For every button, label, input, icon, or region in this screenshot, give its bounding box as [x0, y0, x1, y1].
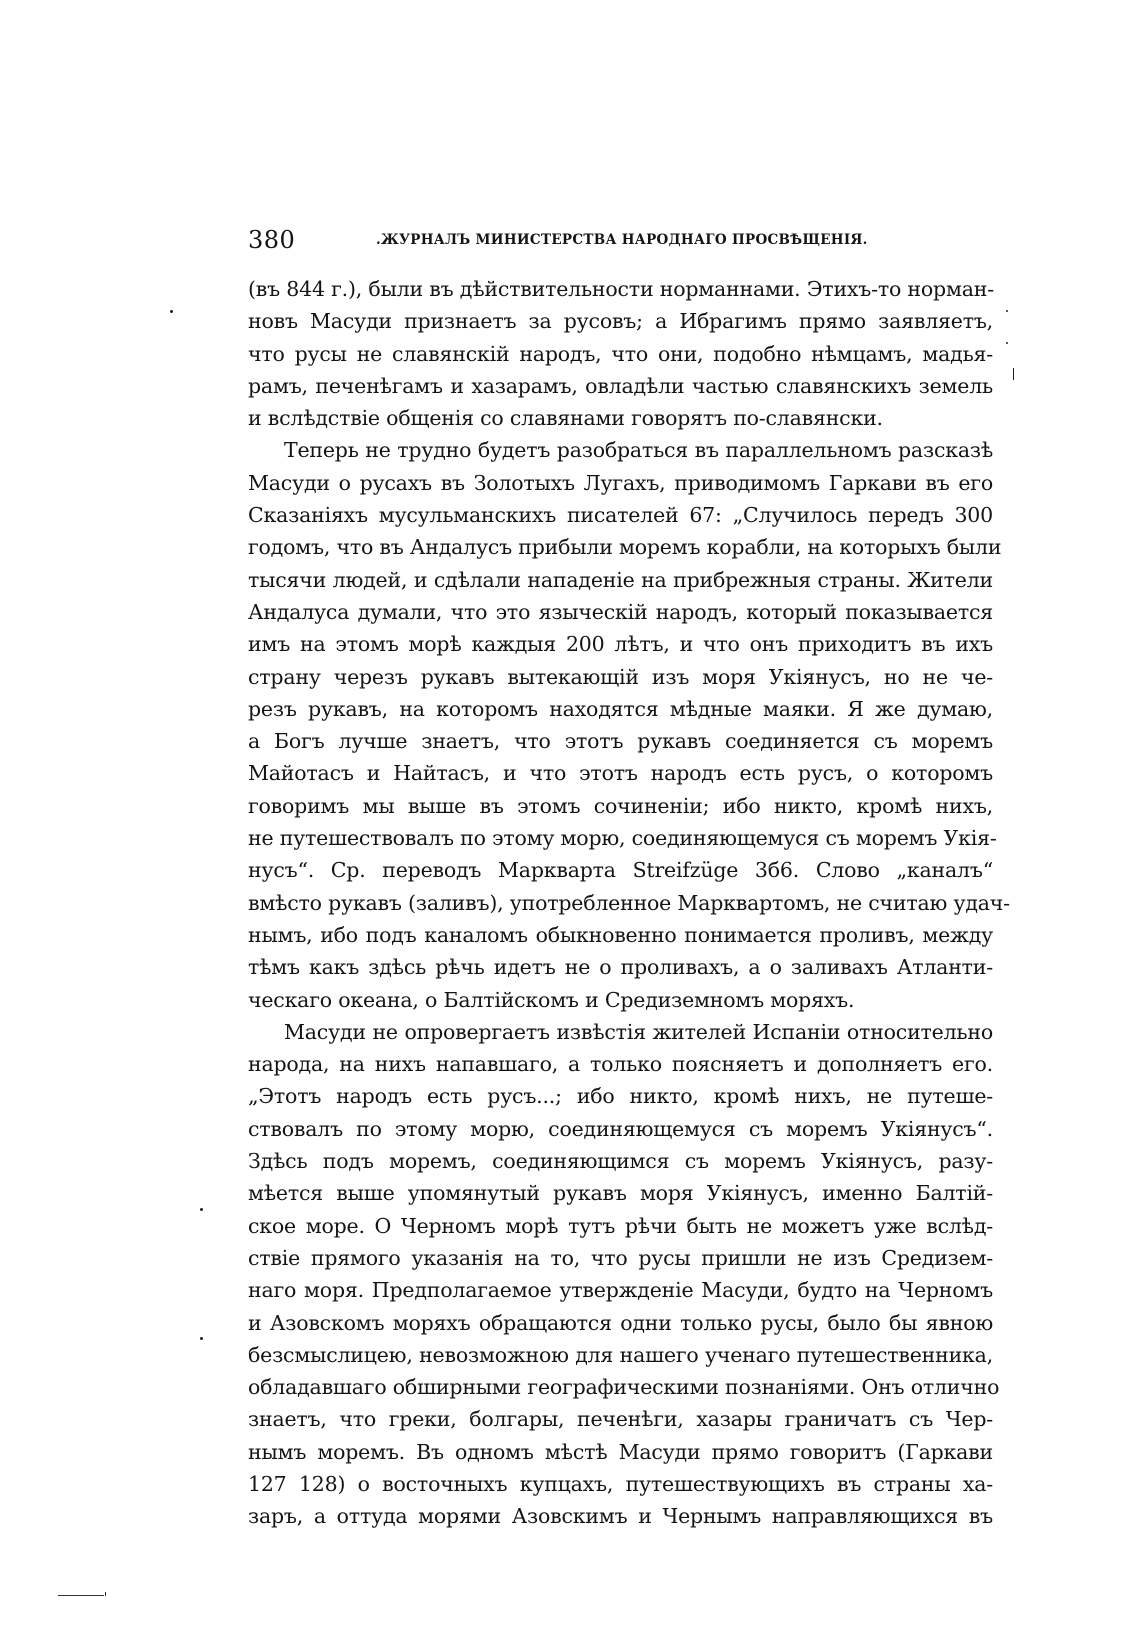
text-line: „Этотъ народъ есть русъ...; ибо никто, кромѣ нихъ, не путеше-: [248, 1084, 993, 1109]
scan-speck: [200, 1337, 203, 1340]
text-line: ствовалъ по этому морю, соединяющемуся съ моремъ Укіянусъ“.: [248, 1116, 993, 1141]
text-line: мѣется выше упомянутый рукавъ моря Укіянусъ, именно Балтій-: [248, 1181, 993, 1206]
text-line: вмѣсто рукавъ (заливъ), употребленное Марквартомъ, не считаю удач-: [248, 890, 1010, 915]
text-line: говоримъ мы выше въ этомъ сочиненіи; ибо никто, кромѣ нихъ,: [248, 793, 993, 818]
scan-speck: [170, 310, 173, 313]
text-line: нусъ“. Ср. переводъ Маркварта Streifzüge 3б6. Слово „каналъ“: [248, 858, 993, 883]
text-line: народа, на нихъ напавшаго, а только поясняетъ и дополняетъ его.: [248, 1052, 993, 1077]
scan-speck: [1013, 368, 1014, 380]
text-line: имъ на этомъ морѣ каждыя 200 лѣтъ, и что онъ приходитъ въ ихъ: [248, 632, 993, 657]
text-line: ствіе прямого указанія на то, что русы пришли не изъ Средизем-: [248, 1245, 993, 1270]
text-line: безсмыслицею, невозможною для нашего ученаго путешественника,: [248, 1342, 993, 1367]
scan-speck: [1006, 342, 1008, 344]
text-line: нымъ моремъ. Въ одномъ мѣстѣ Масуди прямо говоритъ (Гаркави: [248, 1439, 993, 1464]
paragraph-start-line: Масуди не опровергаетъ извѣстія жителей Испаніи относительно: [284, 1019, 993, 1044]
text-line: Здѣсь подъ моремъ, соединяющимся съ моремъ Укіянусъ, разу-: [248, 1149, 993, 1174]
margin-rule: [58, 1595, 104, 1596]
text-line: и Азовскомъ моряхъ обращаются одни только русы, было бы явною: [248, 1310, 993, 1335]
text-line: рамъ, печенѣгамъ и хазарамъ, овладѣли частью славянскихъ земель: [248, 373, 993, 398]
running-title: .ЖУРНАЛЪ МИНИСТЕРСТВА НАРОДНАГО ПРОСВѢЩЕНІЯ.: [376, 232, 868, 248]
text-line: годомъ, что въ Андалусъ прибыли моремъ корабли, на которыхъ были: [248, 535, 1002, 560]
scan-speck: [200, 1208, 203, 1211]
scan-speck: [1006, 310, 1008, 312]
text-line: тѣмъ какъ здѣсь рѣчь идетъ не о проливахъ, а о заливахъ Атланти-: [248, 955, 993, 980]
text-line: и вслѣдствіе общенія со славянами говорятъ по-славянски.: [248, 406, 883, 431]
page-header: [248, 226, 993, 262]
text-line: а Богъ лучше знаетъ, что этотъ рукавъ соединяется съ моремъ: [248, 729, 993, 754]
text-line: наго моря. Предполагаемое утвержденіе Масуди, будто на Черномъ: [248, 1278, 993, 1303]
text-line: Майотасъ и Найтасъ, и что этотъ народъ есть русъ, о которомъ: [248, 761, 993, 786]
paragraph-start-line: Теперь не трудно будетъ разобраться въ параллельномъ разсказѣ: [284, 438, 993, 463]
text-line: Сказаніяхъ мусульманскихъ писателей 67: „Случилось передъ 300: [248, 503, 993, 528]
text-line: Андалуса думали, что это языческій народъ, который показывается: [248, 599, 993, 624]
text-line: 127 128) о восточныхъ купцахъ, путешествующихъ въ страны ха-: [248, 1471, 993, 1496]
text-line: обладавшаго обширными географическими познаніями. Онъ отлично: [248, 1375, 1000, 1400]
text-line: знаетъ, что греки, болгары, печенѣги, хазары граничатъ съ Чер-: [248, 1407, 993, 1432]
text-line: не путешествовалъ по этому морю, соединяющемуся съ моремъ Укія-: [248, 826, 997, 851]
text-line: ческаго океана, о Балтійскомъ и Средиземномъ моряхъ.: [248, 987, 855, 1012]
text-line: тысячи людей, и сдѣлали нападеніе на прибрежныя страны. Жители: [248, 567, 993, 592]
text-line: заръ, а оттуда морями Азовскимъ и Чернымъ направляющихся въ: [248, 1504, 993, 1529]
text-line: страну черезъ рукавъ вытекающій изъ моря Укіянусъ, но не че-: [248, 664, 993, 689]
text-line: резъ рукавъ, на которомъ находятся мѣдные маяки. Я же думаю,: [248, 696, 993, 721]
text-line: новъ Масуди признаетъ за русовъ; а Ибрагимъ прямо заявляетъ,: [248, 309, 993, 334]
text-line: ское море. О Черномъ морѣ тутъ рѣчи быть не можетъ уже вслѣд-: [248, 1213, 993, 1238]
body-text: [248, 273, 1010, 1533]
text-line: что русы не славянскій народъ, что они, подобно нѣмцамъ, мадья-: [248, 341, 993, 366]
text-line: (въ 844 г.), были въ дѣйствительности норманнами. Этихъ-то норман-: [248, 277, 994, 301]
page-number: 380: [248, 226, 296, 254]
text-line: нымъ, ибо подъ каналомъ обыкновенно понимается проливъ, между: [248, 922, 993, 947]
text-line: Масуди о русахъ въ Золотыхъ Лугахъ, приводимомъ Гаркави въ его: [248, 470, 993, 495]
